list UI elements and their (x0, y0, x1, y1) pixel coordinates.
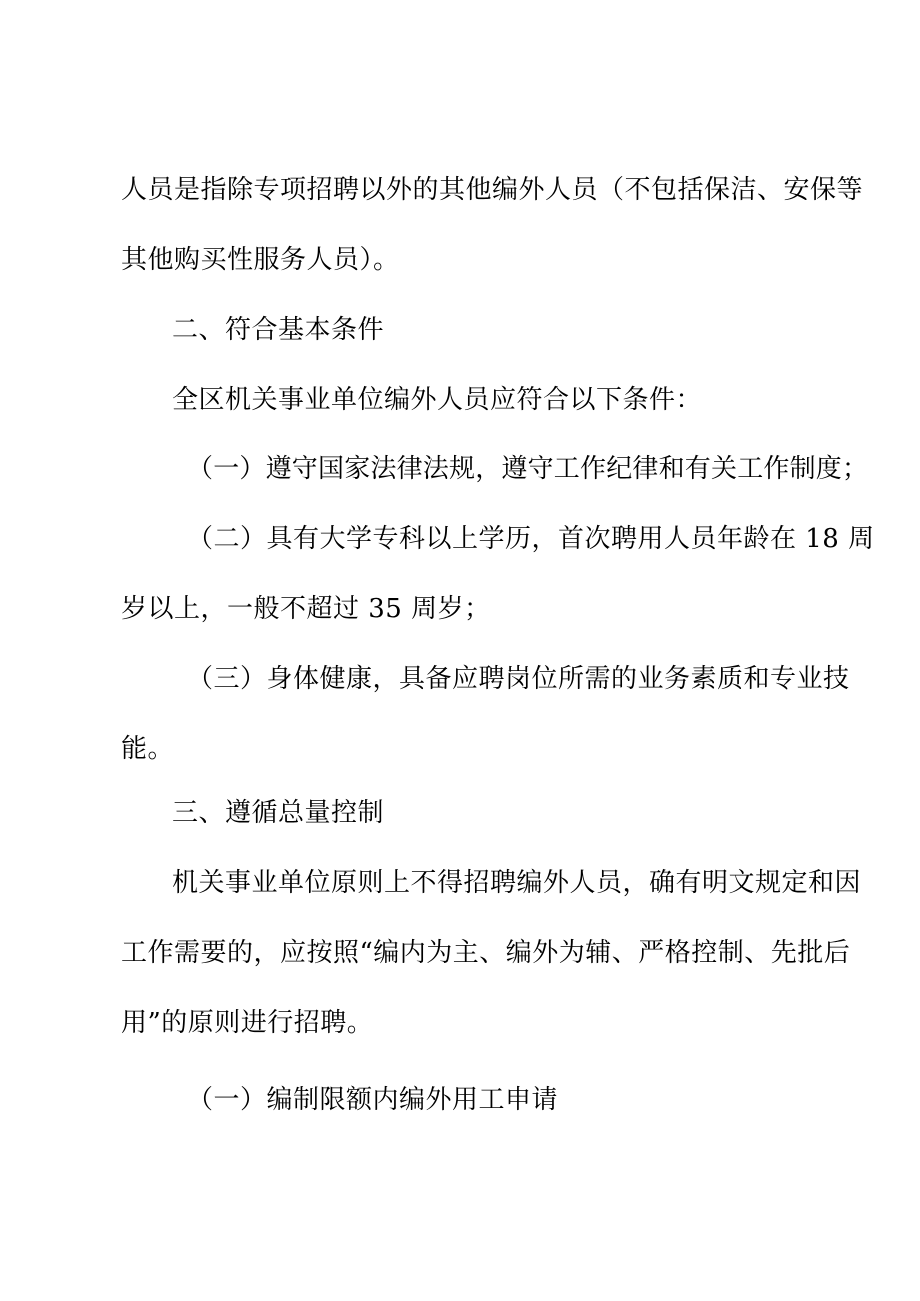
paragraph-line: 用”的原则进行招聘。 (121, 1008, 374, 1038)
subsection-heading: （一）编制限额内编外用工申请 (187, 1085, 559, 1115)
paragraph-line: 人员是指除专项招聘以外的其他编外人员（不包括保洁、安保等 (121, 175, 864, 205)
section-heading: 二、符合基本条件 (172, 315, 385, 345)
list-item: （三）身体健康，具备应聘岗位所需的业务素质和专业技 (187, 664, 850, 694)
list-item-continuation: 能。 (121, 734, 175, 764)
section-heading: 三、遵循总量控制 (172, 798, 385, 828)
paragraph-line: 机关事业单位原则上不得招聘编外人员，确有明文规定和因 (172, 868, 862, 898)
list-item-continuation: 岁以上，一般不超过 35 周岁； (121, 594, 491, 624)
paragraph-line: 其他购买性服务人员）。 (121, 245, 400, 275)
list-item: （一）遵守国家法律法规，遵守工作纪律和有关工作制度； (187, 454, 869, 484)
list-item: （二）具有大学专科以上学历，首次聘用人员年龄在 18 周 (187, 524, 875, 554)
paragraph-line: 工作需要的，应按照“编内为主、编外为辅、严格控制、先批后 (121, 938, 851, 968)
paragraph-line: 全区机关事业单位编外人员应符合以下条件： (172, 385, 703, 415)
